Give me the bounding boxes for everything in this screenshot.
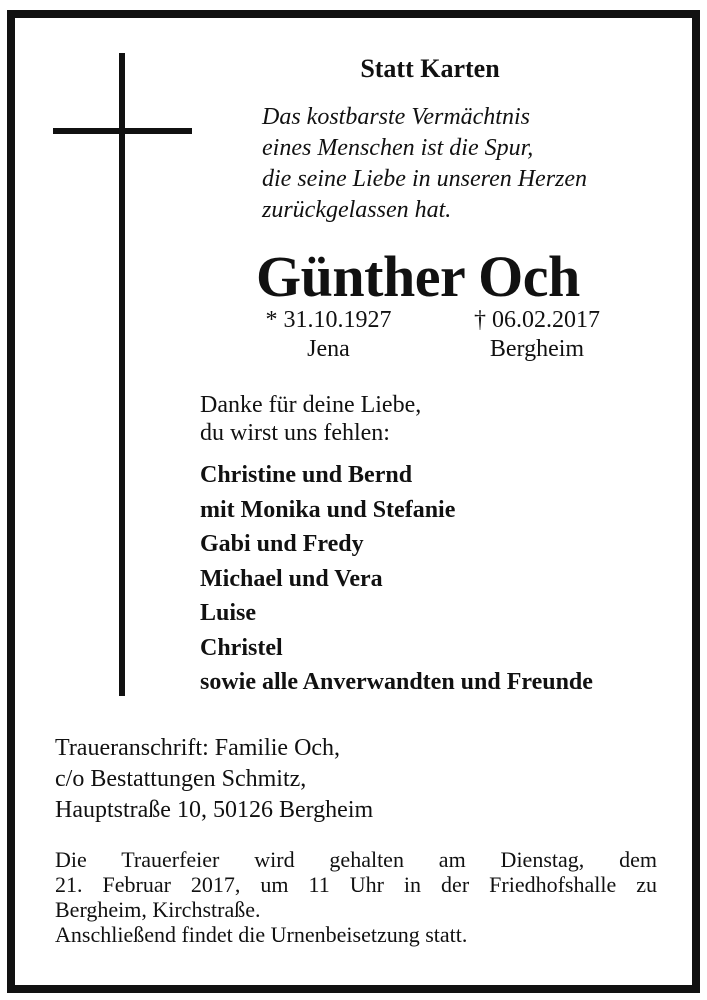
thanks-text xyxy=(200,391,640,447)
ceremony-line: Die Trauerfeier wird gehalten am Dienstag, dem xyxy=(55,847,657,872)
address-line: c/o Bestattungen Schmitz, xyxy=(55,766,307,792)
birth-date: * 31.10.1927 xyxy=(265,307,392,333)
thanks-line: Danke für deine Liebe, xyxy=(200,392,422,418)
deceased-name: Günther Och xyxy=(256,244,580,309)
mourners-list xyxy=(200,458,670,700)
quote-line: Das kostbarste Vermächtnis xyxy=(262,104,530,130)
death-date: † 06.02.2017 xyxy=(474,307,600,333)
mourner: mit Monika und Stefanie xyxy=(200,496,456,523)
ceremony-line: Anschließend findet die Urnenbeisetzung statt. xyxy=(55,922,468,947)
death-place: Bergheim xyxy=(489,336,585,362)
death-block xyxy=(467,306,607,364)
mourner: Christel xyxy=(200,634,283,661)
memorial-quote xyxy=(262,102,682,226)
mourner: sowie alle Anverwandten und Freunde xyxy=(200,669,593,695)
ceremony-line: 21. Februar 2017, um 11 Uhr in der Friedhofshalle zu xyxy=(55,872,657,897)
birth-place: Jena xyxy=(307,336,350,362)
quote-line: die seine Liebe in unseren Herzen xyxy=(262,166,588,192)
mourner: Michael und Vera xyxy=(200,565,383,592)
ceremony-line: Bergheim, Kirchstraße. xyxy=(55,897,261,922)
cross-bar xyxy=(53,128,192,134)
ceremony-info xyxy=(55,847,657,947)
mourner: Christine und Bernd xyxy=(200,462,413,488)
address-line: Hauptstraße 10, 50126 Bergheim xyxy=(55,797,374,823)
mourner: Gabi und Fredy xyxy=(200,531,364,557)
birth-block xyxy=(256,306,401,364)
address-line: Traueranschrift: Familie Och, xyxy=(55,735,341,761)
quote-line: eines Menschen ist die Spur, xyxy=(262,135,534,161)
heading: Statt Karten xyxy=(360,54,500,83)
mourning-address xyxy=(55,733,655,826)
thanks-line: du wirst uns fehlen: xyxy=(200,420,390,446)
mourner: Luise xyxy=(200,600,257,626)
cross-icon xyxy=(119,53,125,696)
quote-line: zurückgelassen hat. xyxy=(262,197,452,223)
